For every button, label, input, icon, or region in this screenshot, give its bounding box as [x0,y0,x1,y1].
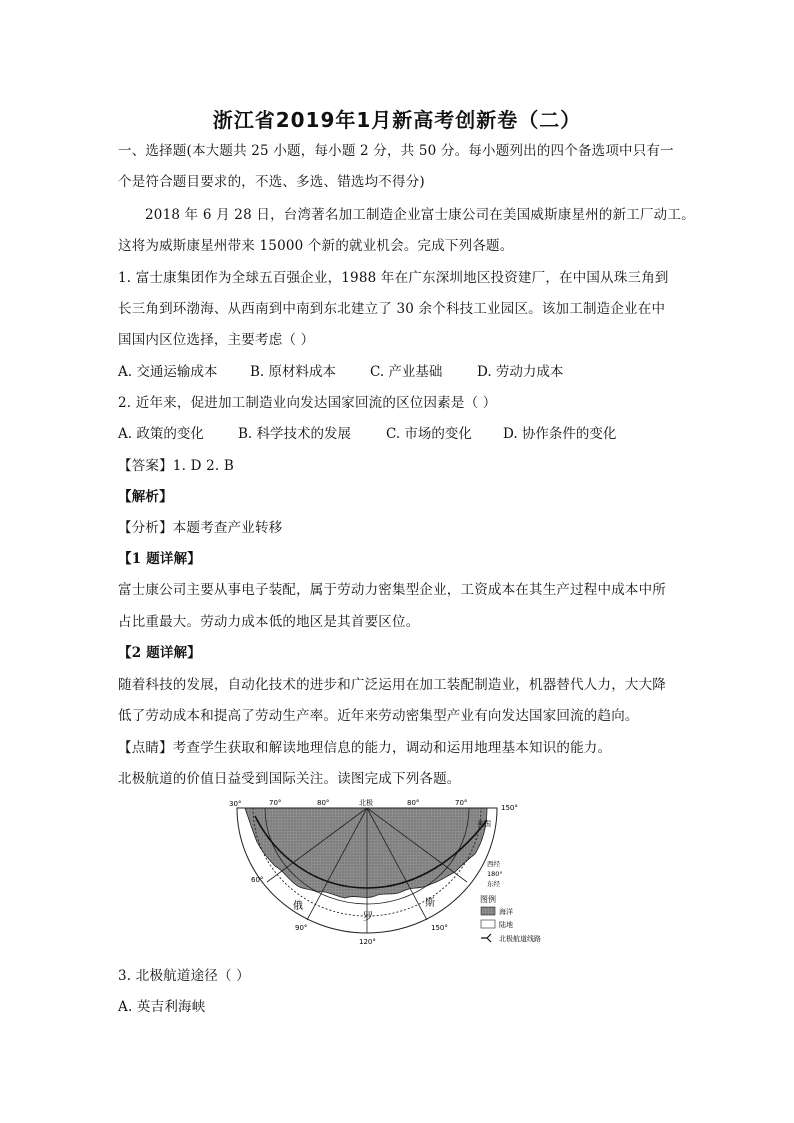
question-2: 2. 近年来，促进加工制造业向发达国家回流的区位因素是（ ） [118,395,497,411]
label-80-left: 80° [317,799,330,807]
label-60: 60° [251,876,264,884]
material-2-line: 北极航道的价值日益受到国际关注。读图完成下列各题。 [118,771,461,787]
label-russia-luo: 罗 [363,912,373,923]
q2-option-a: A. 政策的变化 [118,426,204,442]
detail-1-heading: 【1 题详解】 [118,551,201,567]
page-title: 浙江省2019年1月新高考创新卷（二） [212,108,582,132]
label-russia-e: 俄 [293,901,303,912]
legend-land-label: 陆地 [499,921,513,929]
label-80-right: 80° [407,799,420,807]
legend-ocean-swatch [481,907,495,915]
section-header-line-2: 个是符合题目要求的，不选、多选、错选均不得分) [118,174,425,190]
answer-line: 【答案】1. D 2. B [118,458,234,474]
analysis-heading: 【解析】 [118,489,173,505]
legend-route-icon [481,934,491,942]
label-90: 90° [295,924,308,932]
label-usa: 美国 [477,820,491,828]
detail-2-heading: 【2 题详解】 [118,645,201,661]
question-3: 3. 北极航道途径（ ） [118,968,250,984]
question-1-line-1: 1. 富士康集团作为全球五百强企业，1988 年在广东深圳地区投资建厂，在中国从珠三角到 [118,270,669,286]
q1-option-b: B. 原材料成本 [250,364,337,380]
q2-option-d: D. 协作条件的变化 [503,426,617,442]
material-1-line-1: 2018 年 6 月 28 日，台湾著名加工制造企业富士康公司在美国威斯康星州的新工厂动工。 [145,207,695,223]
label-north-pole: 北极 [359,799,373,807]
label-west-longitude: 西经 [487,860,500,868]
legend-route-label: 北极航道线路 [499,935,541,943]
q1-option-d: D. 劳动力成本 [477,364,564,380]
legend-land-swatch [481,920,495,928]
detail-1-line-1: 富士康公司主要从事电子装配，属于劳动力密集型企业，工资成本在其生产过程中成本中所 [118,582,666,598]
legend-ocean-label: 海洋 [499,908,513,916]
label-120: 120° [359,938,376,946]
detail-2-line-1: 随着科技的发展，自动化技术的进步和广泛运用在加工装配制造业，机器替代人力，大大降 [118,677,666,693]
dianjing-line: 【点睛】考查学生获取和解读地理信息的能力，调动和运用地理基本知识的能力。 [118,740,612,756]
analysis-summary: 【分析】本题考查产业转移 [118,520,283,536]
map-legend [480,894,541,943]
q3-option-a: A. 英吉利海峡 [118,999,206,1015]
label-180: 180° [487,870,503,878]
question-1-line-3: 国国内区位选择，主要考虑（ ） [118,332,315,348]
detail-2-line-2: 低了劳动成本和提高了劳动生产率。近年来劳动密集型产业有向发达国家回流的趋向。 [118,708,639,724]
label-150-top: 150° [501,804,518,812]
label-east-longitude: 东经 [487,880,500,888]
material-1-line-2: 这将为威斯康星州带来 15000 个新的就业机会。完成下列各题。 [118,238,514,254]
arctic-route-map [225,796,565,956]
legend-title: 图例 [480,895,496,904]
q2-option-c: C. 市场的变化 [386,426,472,442]
detail-1-line-2: 占比重最大。劳动力成本低的地区是其首要区位。 [118,614,420,630]
label-70-left: 70° [269,799,282,807]
q1-option-a: A. 交通运输成本 [118,364,218,380]
question-1-line-2: 长三角到环渤海、从西南到中南到东北建立了 30 余个科技工业园区。该加工制造企业在中 [118,301,666,317]
label-150-bottom: 150° [431,924,448,932]
label-30: 30° [229,800,242,808]
label-russia-si: 斯 [425,898,435,909]
q1-option-c: C. 产业基础 [370,364,443,380]
q2-option-b: B. 科学技术的发展 [238,426,352,442]
section-header-line-1: 一、选择题(本大题共 25 小题，每小题 2 分，共 50 分。每小题列出的四个备选项中只有一 [118,143,674,159]
label-70-right: 70° [455,799,468,807]
